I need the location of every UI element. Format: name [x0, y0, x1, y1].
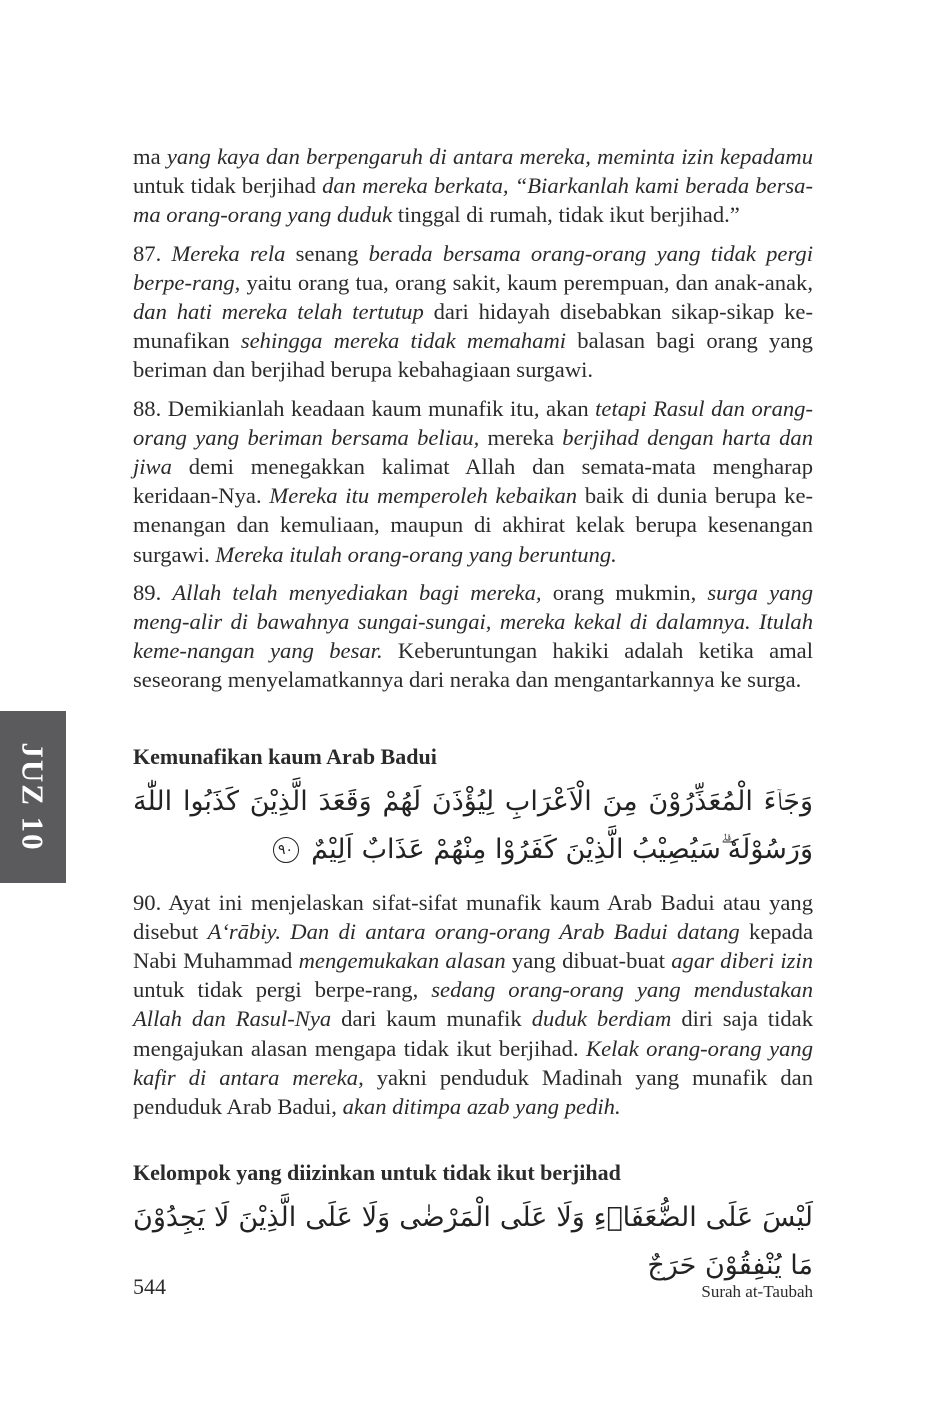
italic-run: mengemukakan alasan — [298, 948, 506, 974]
section-heading-arab-badui: Kemunafikan kaum Arab Badui — [133, 743, 437, 769]
italic-run: agar diberi izin — [671, 948, 814, 974]
text-run: 88. Demikianlah keadaan kaum munafik itu, akan — [133, 395, 596, 421]
italic-run: dan hati mereka telah tertutup — [133, 299, 424, 325]
italic-run: A‘rābiy. Dan di antara orang-orang Arab Badui datang — [207, 918, 740, 944]
text-run: kepada Nabi Muhammad — [133, 918, 813, 974]
text-run: untuk tidak berjihad — [133, 173, 323, 199]
paragraph-90 — [133, 888, 813, 1122]
paragraph-89 — [133, 578, 813, 695]
text-run: 87. — [133, 240, 172, 266]
italic-run: Allah telah menyediakan bagi mereka, — [172, 579, 542, 605]
text-run: Keberuntungan hakiki adalah ketika amal seseorang menyelamatkannya dari neraka dan mengantarkannya ke surga. — [133, 638, 813, 693]
italic-run: sehingga mereka tidak memahami — [240, 328, 567, 354]
text-run: baik di dunia berupa ke-menangan dan kemuliaan, maupun di akhirat kelak berupa kesenangan surgawi. — [133, 483, 813, 567]
section-heading-diizinkan: Kelompok yang diizinkan untuk tidak ikut berjihad — [133, 1160, 621, 1186]
italic-run: duduk berdiam — [531, 1006, 672, 1032]
text-run: dari kaum munafik — [331, 1006, 532, 1032]
italic-run: berjihad dengan harta dan jiwa — [133, 424, 814, 480]
text-run: 89. — [133, 579, 173, 605]
italic-run: akan ditimpa azab yang pedih. — [342, 1094, 621, 1120]
italic-run: yang kaya dan berpengaruh di antara mereka, meminta izin kepadamu — [166, 144, 813, 169]
text-run: demi menegakkan kalimat Allah dan semata-mata mengharap keridaan-Nya. — [133, 454, 813, 509]
text-run: diri saja tidak mengajukan alasan mengapa tidak ikut berjihad. — [133, 1006, 813, 1061]
running-footer-surah: Surah at-Taubah — [701, 1282, 813, 1301]
paragraph-87 — [133, 239, 813, 385]
italic-run: Mereka itulah orang-orang yang beruntung. — [215, 541, 617, 567]
text-run: tinggal di rumah, tidak ikut berjihad.” — [392, 202, 740, 228]
text-run: yaitu orang tua, orang sakit, kaum perempuan, dan anak-anak, — [240, 269, 813, 295]
ayah-number-90: ٩٠ — [273, 837, 299, 863]
arabic-verse-90-text: وَجَاۤءَ الْمُعَذِّرُوْنَ مِنَ الْاَعْرَابِ لِيُؤْذَنَ لَهُمْ وَقَعَدَ الَّذِيْنَ كَذَبُوا اللّٰهَ وَرَسُوْلَهٗ ۗسَيُصِيْبُ الَّذِيْنَ كَفَرُوْا مِنْهُمْ عَذَابٌ اَلِيْمٌ — [133, 785, 813, 865]
juz-side-tab — [0, 711, 66, 883]
text-run: ma — [133, 144, 167, 169]
text-run: 90. Ayat ini menjelaskan sifat-sifat munafik kaum Arab Badui atau yang disebut — [133, 889, 813, 944]
text-run: untuk tidak pergi berpe-rang, — [133, 977, 432, 1003]
text-run: yakni penduduk Madinah yang munafik dan penduduk Arab Badui, — [133, 1064, 813, 1120]
italic-run: Kelak orang-orang yang kafir di antara mereka, — [133, 1035, 814, 1090]
italic-run: surga yang meng-alir di bawahnya sungai-sungai, mereka kekal di dalamnya. Itulah keme-nangan yang besar. — [133, 579, 813, 664]
text-run: mereka — [479, 424, 563, 450]
page-number: 544 — [133, 1274, 166, 1299]
arabic-verse-90 — [133, 778, 813, 874]
paragraph-88 — [133, 394, 813, 569]
text-run: balasan bagi orang yang beriman dan berjihad berupa kebahagiaan surgawi. — [133, 328, 813, 383]
text-run: orang mukmin, — [541, 579, 708, 605]
italic-run: Mereka rela — [171, 240, 286, 266]
text-run: yang dibuat-buat — [505, 948, 672, 974]
italic-run: tetapi Rasul dan orang-orang yang beriman bersama beliau, — [133, 395, 813, 450]
paragraph-86 — [133, 142, 813, 230]
text-run: senang — [285, 240, 369, 266]
italic-run: Mereka itu memperoleh kebaikan — [269, 483, 578, 509]
italic-run: dan mereka berkata, “Biarkanlah kami berada bersa-ma orang-orang yang duduk — [133, 173, 813, 228]
arabic-verse-91: لَيْسَ عَلَى الضُّعَفَاۤءِ وَلَا عَلَى الْمَرْضٰى وَلَا عَلَى الَّذِيْنَ لَا يَجِدُوْنَ مَا يُنْفِقُوْنَ حَرَجٌ — [133, 1202, 813, 1282]
text-run: dari hidayah disebabkan sikap-sikap ke-munafikan — [133, 299, 813, 354]
page-body — [133, 142, 813, 1290]
juz-label: JUZ 10 — [16, 742, 52, 852]
italic-run: sedang orang-orang yang mendustakan Allah dan Rasul-Nya — [133, 977, 813, 1032]
italic-run: berada bersama orang-orang yang tidak pergi berpe-rang, — [133, 240, 813, 295]
